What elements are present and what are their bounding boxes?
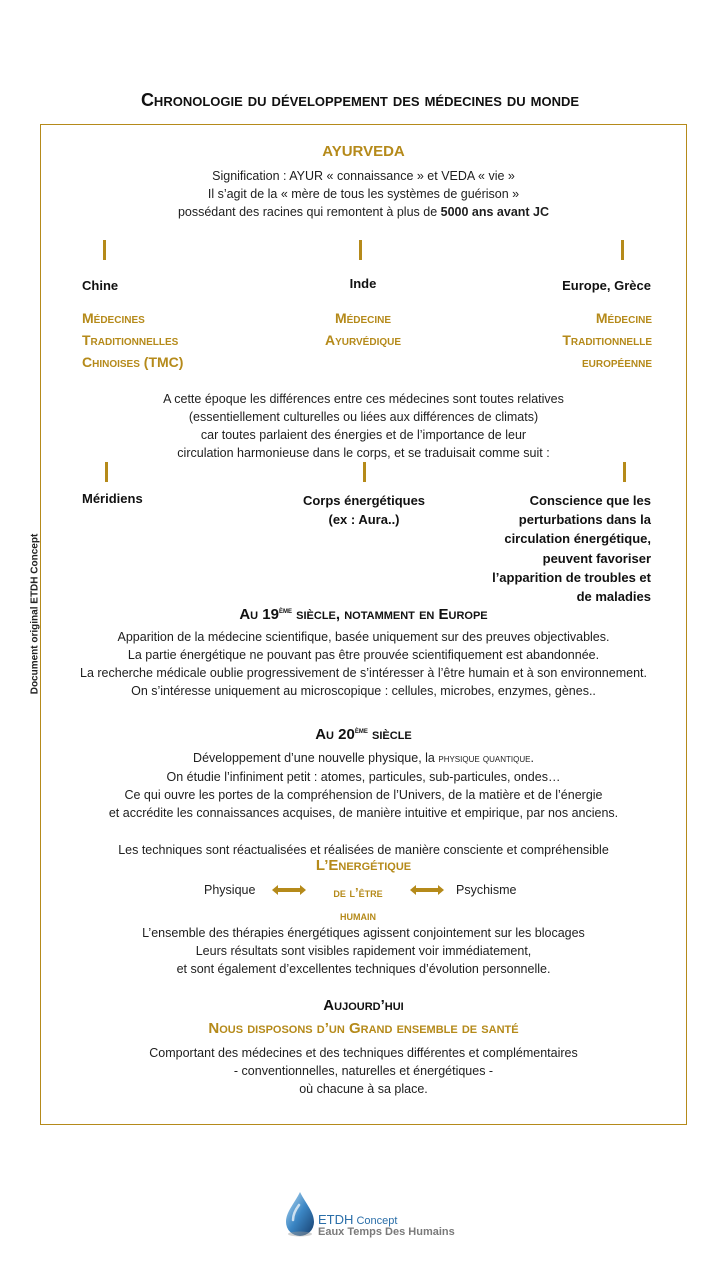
medicine-europe-line-3: européenne (581, 354, 652, 370)
concept-conscience-line-4: peuvent favoriser (542, 550, 651, 566)
century19-line-2: La partie énergétique ne pouvant pas être prouvée scientifiquement est abandonnée. (127, 648, 600, 662)
page-title: Chronologie du développement des médecines du monde (140, 90, 580, 110)
concept-conscience-line-5: l’apparition de troubles et (492, 569, 651, 585)
medicine-china (82, 307, 183, 373)
connector-bar-china (103, 240, 106, 260)
century19-heading (40, 605, 687, 623)
medicine-india-line-1: Médecine (334, 310, 392, 326)
century19-line-1: Apparition de la médecine scientifique, basée uniquement sur des preuves objectivables. (117, 630, 610, 644)
energetics-psychisme: Psychisme (456, 883, 517, 897)
century20-quantum: physique quantique (438, 753, 531, 765)
century19-text (40, 628, 687, 700)
ayurveda-line-2: Il s’agit de la « mère de tous les systèmes de guérison » (207, 187, 520, 201)
epoch-line-4: circulation harmonieuse dans le corps, et se traduisait comme suit : (177, 446, 550, 460)
century20-line-3: Ce qui ouvre les portes de la compréhension de l’Univers, de la matière et de l’énergie (124, 788, 603, 802)
region-europe: Europe, Grèce (562, 278, 651, 293)
ayurveda-line-1: Signification : AYUR « connaissance » et VEDA « vie » (212, 169, 515, 183)
medicine-europe-line-2: Traditionnelle (562, 332, 652, 348)
connector-bar-europe (621, 240, 624, 260)
today-line-1: Comportant des médecines et des techniques différentes et complémentaires (149, 1046, 578, 1060)
century19-line-3: La recherche médicale oublie progressivement de s’intéresser à l’être humain et à son environnement. (80, 666, 647, 680)
today-heading: Aujourd’hui (323, 997, 404, 1014)
century20-line-4: et accrédite les connaissances acquises, de manière intuitive et empirique, par nos anciens. (108, 806, 619, 820)
medicine-europe-line-1: Médecine (595, 310, 652, 326)
ayurveda-heading: AYURVEDA (322, 143, 405, 160)
logo-brand (318, 1212, 397, 1227)
century19-heading-pre: Au 19 (239, 606, 279, 623)
epoch-line-2: (essentiellement culturelles ou liées aux différences de climats) (188, 410, 539, 424)
medicine-china-line-2: Traditionnelles (82, 332, 179, 348)
side-note-text: Document original ETDH Concept (29, 533, 41, 695)
century20-heading (40, 725, 687, 743)
energetics-line-2: Leurs résultats sont visibles rapidement voir immédiatement, (195, 944, 532, 958)
energetics-center (308, 881, 408, 927)
epoch-line-1: A cette époque les différences entre ces médecines sont toutes relatives (163, 392, 564, 406)
concept-corps-line-1: Corps énergétiques (302, 493, 426, 508)
energetics-physique: Physique (204, 883, 256, 897)
century20-heading-sup: ème (354, 725, 368, 735)
century20-line-1-suffix: . (530, 751, 534, 765)
energetics-line-3: et sont également d’excellentes techniques d’évolution personnelle. (176, 962, 551, 976)
double-arrow-left-icon (272, 885, 306, 895)
energetics-center-line-1: de l’être (333, 885, 383, 900)
epoch-line-3: car toutes parlaient des énergies et de l’importance de leur (200, 428, 527, 442)
concept-corps (284, 491, 444, 529)
energetics-center-line-2: humain (340, 908, 376, 923)
connector-bar-conscience (623, 462, 626, 482)
connector-bar-corps (363, 462, 366, 482)
century20-heading-post: siècle (367, 726, 412, 743)
concept-conscience (492, 491, 651, 606)
today-subheading: Nous disposons d’un Grand ensemble de santé (208, 1020, 519, 1037)
concept-corps-line-2: (ex : Aura..) (328, 512, 400, 527)
medicine-europe (562, 307, 652, 373)
epoch-text (40, 390, 687, 462)
energetics-text (40, 924, 687, 978)
concept-conscience-line-1: Conscience que les (529, 493, 651, 508)
today-line-3: où chacune à sa place. (299, 1082, 428, 1096)
double-arrow-right-icon (410, 885, 444, 895)
medicine-india (283, 307, 443, 351)
energetics-heading: L’Energétique (315, 857, 412, 874)
connector-bar-india (359, 240, 362, 260)
connector-bar-meridiens (105, 462, 108, 482)
century20-text (40, 749, 687, 822)
logo-brand-main: ETDH (318, 1212, 354, 1227)
ayurveda-line-3 (40, 203, 687, 221)
ayurveda-text (40, 167, 687, 221)
energetics-line-1: L’ensemble des thérapies énergétiques agissent conjointement sur les blocages (142, 926, 585, 940)
region-china: Chine (82, 278, 119, 293)
ayurveda-date: 5000 ans avant JC (440, 205, 550, 219)
logo-tagline: Eaux Temps Des Humains (318, 1226, 455, 1238)
century19-heading-post: siècle, notamment en Europe (292, 606, 488, 623)
region-india: Inde (349, 276, 377, 291)
concept-meridiens: Méridiens (82, 491, 143, 506)
today-text (40, 1044, 687, 1098)
logo-brand-suffix: Concept (353, 1215, 398, 1227)
medicine-india-line-2: Ayurvédique (324, 332, 402, 348)
medicine-china-line-3: Chinoises (TMC) (82, 354, 184, 370)
concept-conscience-line-6: de maladies (576, 589, 651, 605)
today-line-2: - conventionnelles, naturelles et énergétiques - (233, 1064, 494, 1078)
medicine-china-line-1: Médecines (82, 310, 145, 326)
century19-line-4: On s’intéresse uniquement au microscopique : cellules, microbes, enzymes, gènes.. (131, 684, 596, 698)
ayurveda-line-3-prefix: possédant des racines qui remontent à plus de (177, 205, 441, 219)
century20-heading-pre: Au 20 (315, 726, 355, 743)
concept-conscience-line-2: perturbations dans la (518, 512, 651, 528)
energetics-intro: Les techniques sont réactualisées et réalisées de manière consciente et compréhensible (118, 843, 609, 857)
century20-line-1 (40, 749, 687, 768)
century20-line-2: On étudie l’infiniment petit : atomes, particules, sub-particules, ondes… (166, 770, 561, 784)
concept-conscience-line-3: circulation énergétique, (504, 531, 651, 547)
century20-line-1-prefix: Développement d’une nouvelle physique, la (193, 751, 439, 765)
water-drop-logo-icon (283, 1190, 317, 1238)
century19-heading-sup: ème (278, 605, 292, 615)
